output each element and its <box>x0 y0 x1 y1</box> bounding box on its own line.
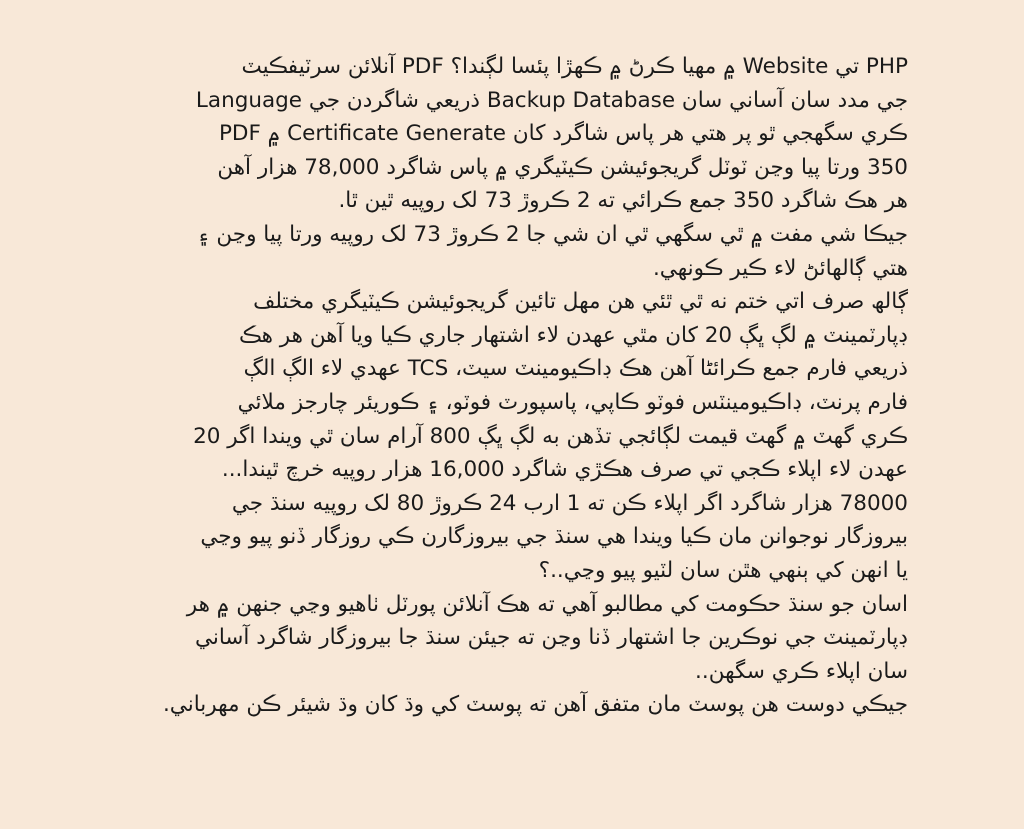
text-line: هر هڪ شاگرد 350 جمع ڪرائي ته 2 ڪروڙ 73 لک روپيه ٿين ٿا. <box>338 188 908 214</box>
text-line: يا انهن کي ٻنهي هٿن سان لٽيو پيو وڃي..؟ <box>538 557 908 583</box>
text-line: ڪري گهٽ ۾ گهٽ قيمت لڳائجي تڏهن به لڳ ڀڳ 800 آرام سان ٿي ويندا اگر 20 <box>193 423 908 449</box>
text-line: عهدن لاء اپلاء ڪجي تي صرف هڪڙي شاگرد 16,000 هزار روپيه خرچ ٿيندا... <box>221 457 908 483</box>
text-line: جيڪي دوست هن پوسٽ مان متفق آهن ته پوسٽ کي وڌ کان وڌ شيئر ڪن مهرباني. <box>162 692 908 718</box>
text-line: فارم پرنٽ، ڊاڪيومينٽس فوٽو ڪاپي، پاسپورٽ فوٽو، ۽ ڪوريئر چارجز ملائي <box>237 389 908 415</box>
text-line: جيڪا شي مفت ۾ ٿي سگهي ٿي ان شي جا 2 ڪروڙ 73 لک روپيه ورتا پيا وڃن ۽ <box>197 221 908 247</box>
text-line: ڊپارٽمينٽ جي نوڪرين جا اشتهار ڏنا وڃن ته جيئن سنڌ جا بيروزگار شاگرد آساني <box>194 625 908 651</box>
text-line: بيروزگار نوجوانن مان ڪيا ويندا هي سنڌ جي بيروزگارن ڪي روزگار ڏنو پيو وڃي <box>200 524 908 550</box>
text-line: سان اپلاء ڪري سگهن.. <box>695 658 908 684</box>
text-line: PHP تي Website ۾ مهيا ڪرڻ ۾ ڪهڙا پئسا لڳندا؟ PDF آنلائن سرٽيفڪيٽ <box>241 54 908 79</box>
text-line: جي مدد سان آساني سان Backup Database ذريعي شاگردن جي Language <box>195 87 908 113</box>
text-line: ذريعي فارم جمع ڪرائڻا آهن هڪ ڊاڪيومينٽ سيٽ، TCS عهدي لاء الڳ الڳ <box>243 356 908 382</box>
text-line: 350 ورتا پيا وڃن ٽوٽل گريجوئيشن ڪيٽيگري ۾ پاس شاگرد 78,000 هزار آهن <box>217 154 908 180</box>
text-line: هتي ڳالهائڻ لاء ڪير ڪونهي. <box>652 255 908 281</box>
text-line: ڊپارٽمينٽ ۾ لڳ ڀڳ 20 کان مٿي عهدن لاء اشتهار جاري ڪيا ويا آهن هر هڪ <box>238 322 908 348</box>
text-line: اسان جو سنڌ حڪومت کي مطالبو آهي ته هڪ آنلائن پورٽل ٺاهيو وڃي جنهن ۾ هر <box>186 591 908 617</box>
text-line: 78000 هزار شاگرد اگر اپلاء ڪن ته 1 ارب 24 ڪروڙ 80 لک روپيه سنڌ جي <box>231 490 908 516</box>
article-text <box>118 50 908 722</box>
text-line: ڳالھ صرف اتي ختم نه ٿي ٿئي هن مهل تائين گريجوئيشن ڪيٽيگري مختلف <box>253 289 908 315</box>
text-line: ڪري سگهجي ٿو پر هتي هر پاس شاگرد کان Certificate Generate ۾ PDF <box>218 121 908 147</box>
